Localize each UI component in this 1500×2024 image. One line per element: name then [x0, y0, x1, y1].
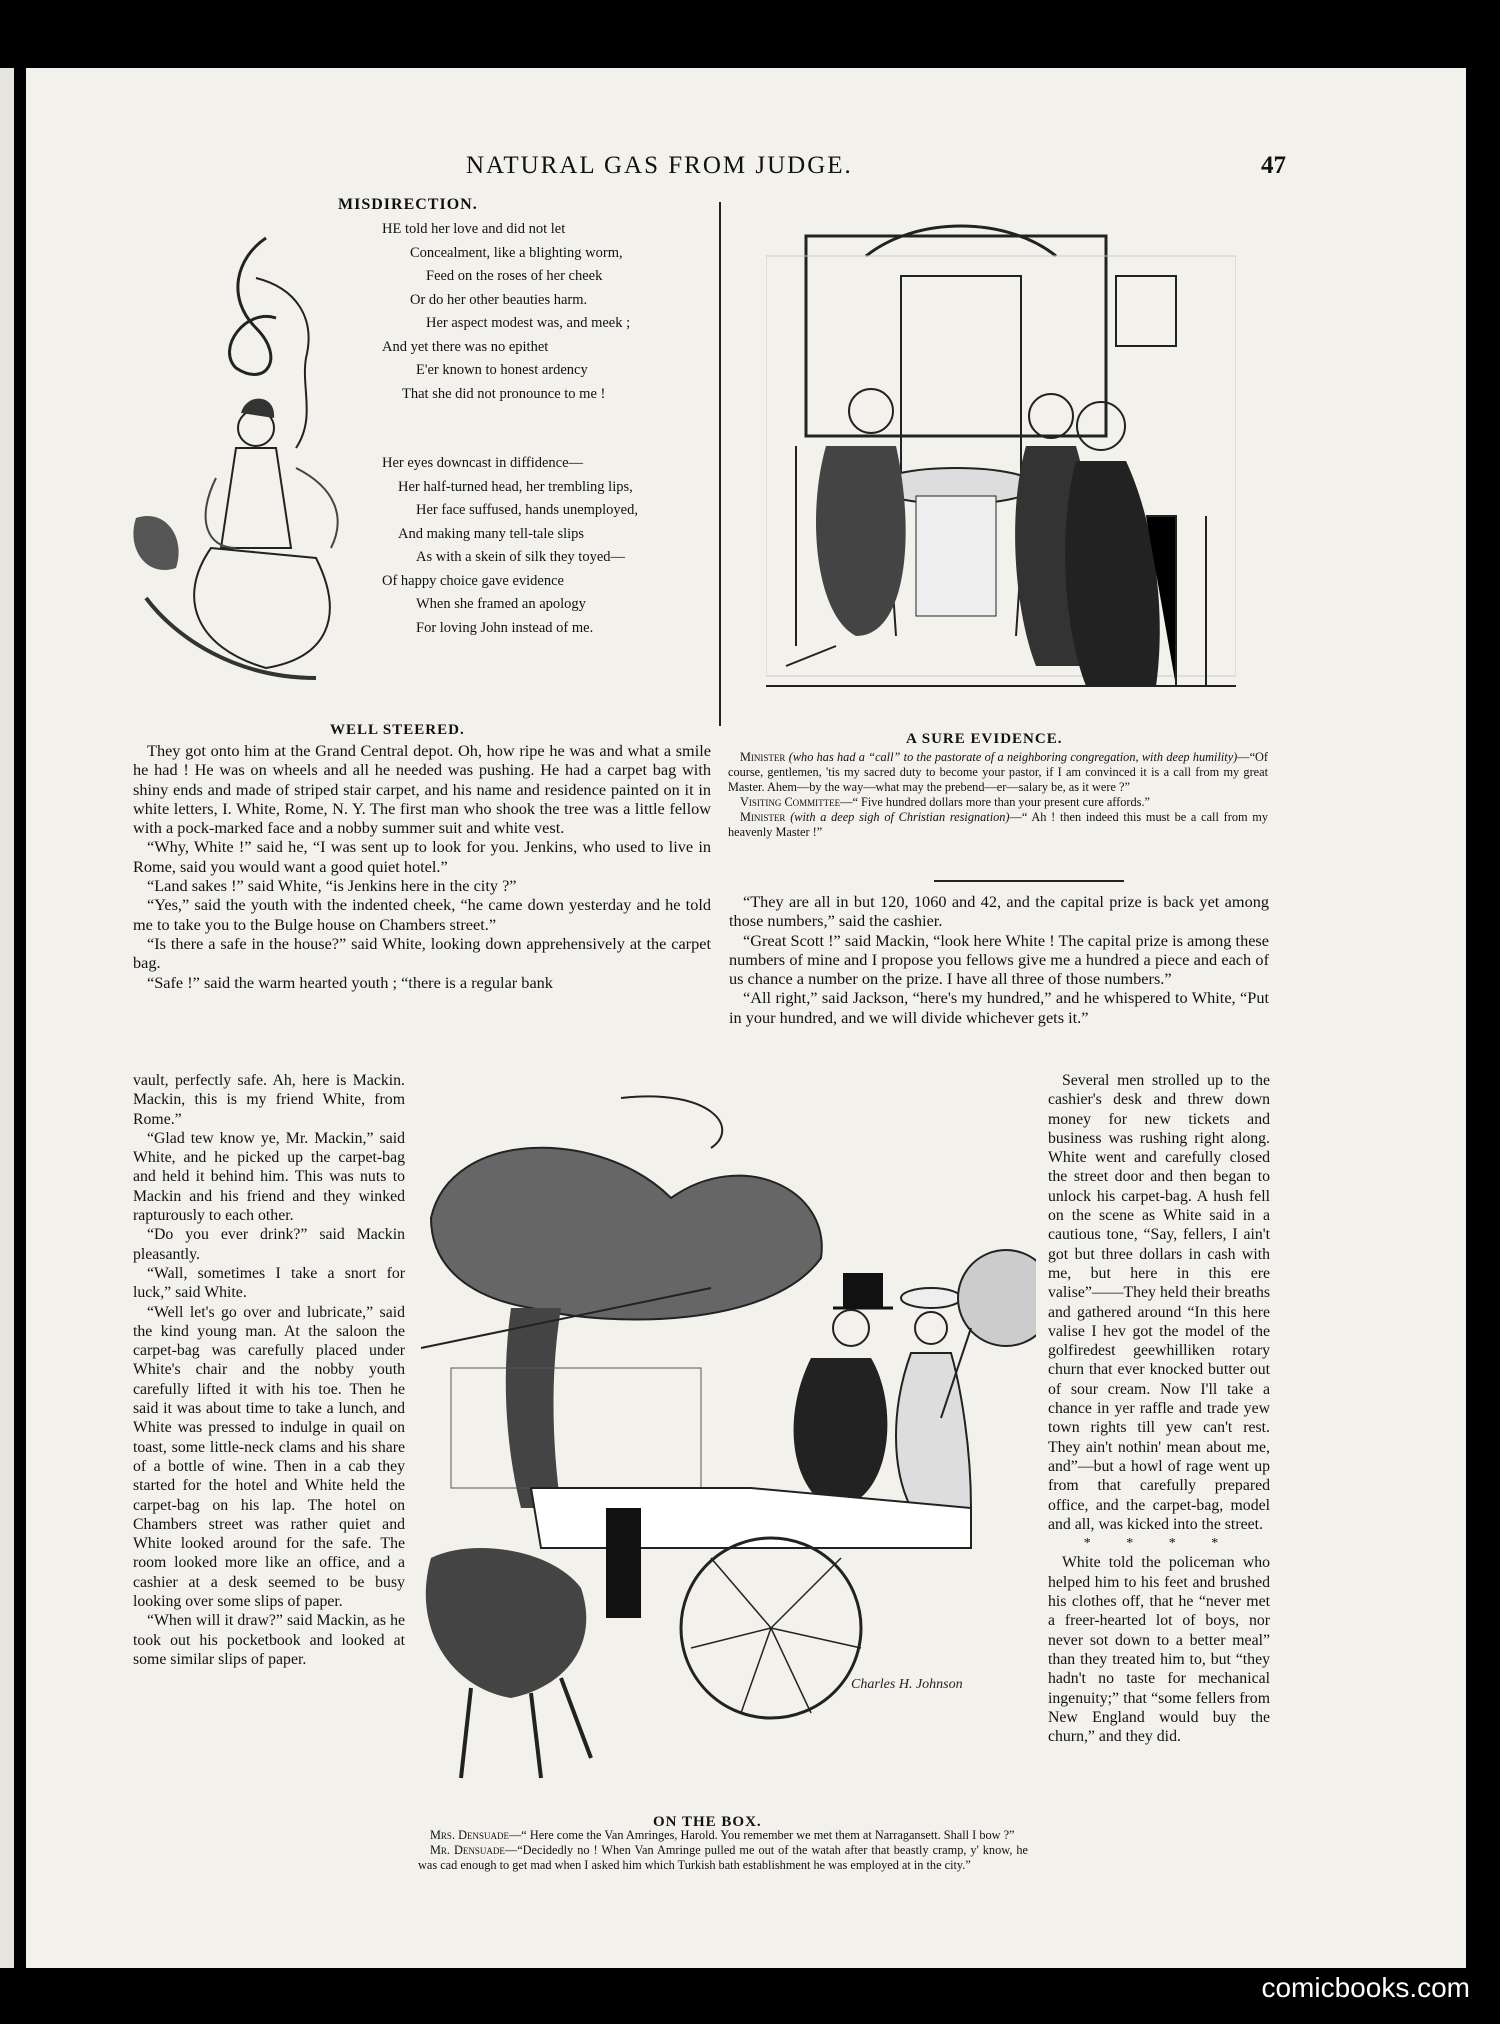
sure-evidence-illustration: [766, 216, 1236, 706]
poem-line: Or do her other beauties harm.: [410, 291, 588, 308]
section-break-stars: * * * *: [1083, 1536, 1235, 1552]
well-steered-right-top: [729, 892, 1269, 1027]
poem-line: And making many tell-tale slips: [398, 525, 585, 542]
paragraph: Several men strolled up to the cashier's desk and threw down money for new tickets and business was rushing right along. White went and carefully closed the street door and then began to unlock his carpet-bag. A hush fell on the scene as White said in a cautious tone, “Say, fellers, I ain't got but three dollars in cash with me, but here in this ere valise”——They held their breaths and gathered around “In this here valise I hev got the model of the golfiredest geewhilliken rotary churn that ever knocked butter out of sour cream. Now I'll take a chance in yer raffle and trade yew town rights till yew can't rest. They ain't nothin' mean about me, and”—but a howl of rage went up from that carefully prepared office, and the carpet-bag, model and all, was kicked into the street.: [1048, 1072, 1270, 1533]
paragraph: “When will it draw?” said Mackin, as he took out his pocketbook and looked at some similar slips of paper.: [133, 1612, 405, 1668]
dialogue: —“ Five hundred dollars more than your present cure affords.”: [840, 795, 1150, 809]
poem-line: Concealment, like a blighting worm,: [410, 244, 623, 261]
poem-line: As with a skein of silk they toyed—: [416, 549, 626, 565]
poem-line: Her half-turned head, her trembling lips,: [398, 478, 633, 495]
poem-line: Feed on the roses of her cheek: [426, 268, 603, 284]
sure-evidence-caption: [728, 750, 1268, 840]
paragraph: White told the policeman who helped him to his feet and brushed his clothes off, that he “never met a freer-hearted lot of boys, nor never sot down to a better meal” than they treated him to, but “they hadn't no taste for mechanical ingenuity;” that “some fellers from New England would buy the churn,” and they did.: [1048, 1554, 1270, 1746]
paragraph: “Land sakes !” said White, “is Jenkins here in the city ?”: [147, 876, 517, 896]
paragraph: “Wall, sometimes I take a snort for luck,” said White.: [133, 1264, 405, 1302]
misdirection-heading: MISDIRECTION.: [338, 196, 478, 213]
column-divider: [719, 202, 721, 726]
poem-line: Her face suffused, hands unemployed,: [416, 502, 638, 518]
sure-evidence-heading: A SURE EVIDENCE.: [906, 731, 1063, 747]
paragraph: “Is there a safe in the house?” said White, looking down apprehensively at the carpet bag.: [133, 933, 711, 973]
running-title: NATURAL GAS FROM JUDGE.: [466, 152, 853, 179]
speaker-mrs-densuade: Mrs. Densuade: [430, 1828, 509, 1842]
well-steered-heading: WELL STEERED.: [330, 722, 465, 738]
well-steered-left-narrow: [133, 1071, 405, 1669]
poem-line: Her aspect modest was, and meek ;: [426, 315, 631, 331]
paragraph: vault, perfectly safe. Ah, here is Mackin. Mackin, this is my friend White, from Rome.”: [133, 1072, 405, 1128]
poem-line: When she framed an apology: [416, 596, 586, 612]
misdirection-illustration: [116, 218, 366, 688]
poem-line: That she did not pronounce to me !: [402, 385, 606, 402]
poem-line: HE told her love and did not let: [382, 221, 566, 237]
speaker-mr-densuade: Mr. Densuade: [430, 1843, 505, 1857]
misdirection-poem: [382, 218, 722, 640]
paragraph: “Do you ever drink?” said Mackin pleasantly.: [133, 1226, 405, 1263]
poem-line: Of happy choice gave evidence: [382, 572, 564, 589]
poem-line: E'er known to honest ardency: [416, 362, 588, 378]
well-steered-right-narrow: [1048, 1071, 1270, 1746]
stage-direction: (with a deep sigh of Christian resignation): [790, 810, 1010, 824]
paragraph: “Well let's go over and lubricate,” said the kind young man. At the saloon the carpet-bag was carefully placed under White's chair and the nobby youth carefully lifted it with his toe. Then he said it was about time to take a lunch, and White was pressed to indulge in quail on toast, some little-neck clams and his share of a bottle of wine. Then in a cab they started for the hotel and White held the carpet-bag on his lap. The hotel on Chambers street was rather quiet and White looked around for the safe. The room looked more like an office, and a cashier at a desk seemed to be busy looking over some slips of paper.: [133, 1303, 405, 1611]
paragraph: “Great Scott !” said Mackin, “look here White ! The capital prize is among these numbers of mine and I propose you fellows give me a hundred a piece and each of us chance a number on the prize. I have all three of those numbers.”: [729, 930, 1269, 989]
stage-direction: (who has had a “call” to the pastorate of a neighboring congregation, with deep humility): [788, 750, 1238, 764]
paragraph: “Safe !” said the warm hearted youth ; “there is a regular bank: [147, 972, 553, 992]
speaker-minister: Minister: [740, 750, 786, 764]
on-the-box-heading: ON THE BOX.: [653, 1814, 762, 1830]
paragraph: They got onto him at the Grand Central depot. Oh, how ripe he was and what a smile he had ! He was on wheels and all he needed was pushing. He had a carpet bag with shiny ends and made of striped stair carpet, and his name and residence painted on it in white letters, I. White, Rome, N. Y. The first man who shook the tree was a little fellow with a pock-marked face and a nobby summer suit and white vest.: [133, 741, 711, 838]
on-the-box-caption: [418, 1828, 1028, 1873]
paragraph: “Yes,” said the youth with the indented cheek, “he came down yesterday and he told me to take you to the Bulge house on Chambers street.”: [133, 895, 711, 934]
paragraph: “All right,” said Jackson, “here's my hundred,” and he whispered to White, “Put in your hundred, and we will divide whichever gets it.”: [729, 988, 1269, 1027]
speaker-minister: Minister: [740, 810, 786, 824]
poem-line: For loving John instead of me.: [416, 619, 594, 636]
poem-line: And yet there was no epithet: [382, 338, 549, 355]
on-the-box-illustration: [411, 1088, 1036, 1808]
site-watermark: comicbooks.com: [1261, 1972, 1470, 2003]
well-steered-left-top: [133, 741, 711, 992]
adjacent-page-edge: [0, 68, 14, 1968]
paragraph: “Why, White !” said he, “I was sent up to look for you. Jenkins, who used to live in Rome, said you would want a good quiet hotel.”: [133, 837, 711, 876]
paragraph: “They are all in but 120, 1060 and 42, and the capital prize is back yet among those numbers,” said the cashier.: [729, 892, 1269, 931]
speaker-committee: Visiting Committee: [740, 795, 841, 809]
dialogue: —“ Here come the Van Amringes, Harold. You remember we met them at Narragansett. Shall I bow ?”: [508, 1828, 1015, 1842]
rule: [934, 880, 1124, 882]
magazine-page: [26, 68, 1466, 1968]
poem-line: Her eyes downcast in diffidence—: [382, 455, 584, 471]
dialogue: —“ Ah ! then indeed this must be a call from my heavenly Master !”: [728, 810, 1269, 839]
page-number: 47: [1261, 152, 1286, 179]
dialogue: —“Of course, gentlemen, 'tis my sacred duty to become your pastor, if I am convinced it is a call from my great Master. Ahem—by the way—what may the prebend—er—salary be, as it were ?”: [728, 750, 1268, 794]
artist-signature: Charles H. Johnson: [851, 1677, 963, 1692]
paragraph: “Glad tew know ye, Mr. Mackin,” said White, and he picked up the carpet-bag and held it behind him. This was nuts to Mackin and his friend and they winked rapturously to each other.: [133, 1129, 405, 1225]
dialogue: —“Decidedly no ! When Van Amringe pulled me out of the watah after that beastly cramp, y' know, he was cad enough to get mad when I asked him which Turkish bath establishment he was employed at in the city.”: [418, 1843, 1028, 1872]
